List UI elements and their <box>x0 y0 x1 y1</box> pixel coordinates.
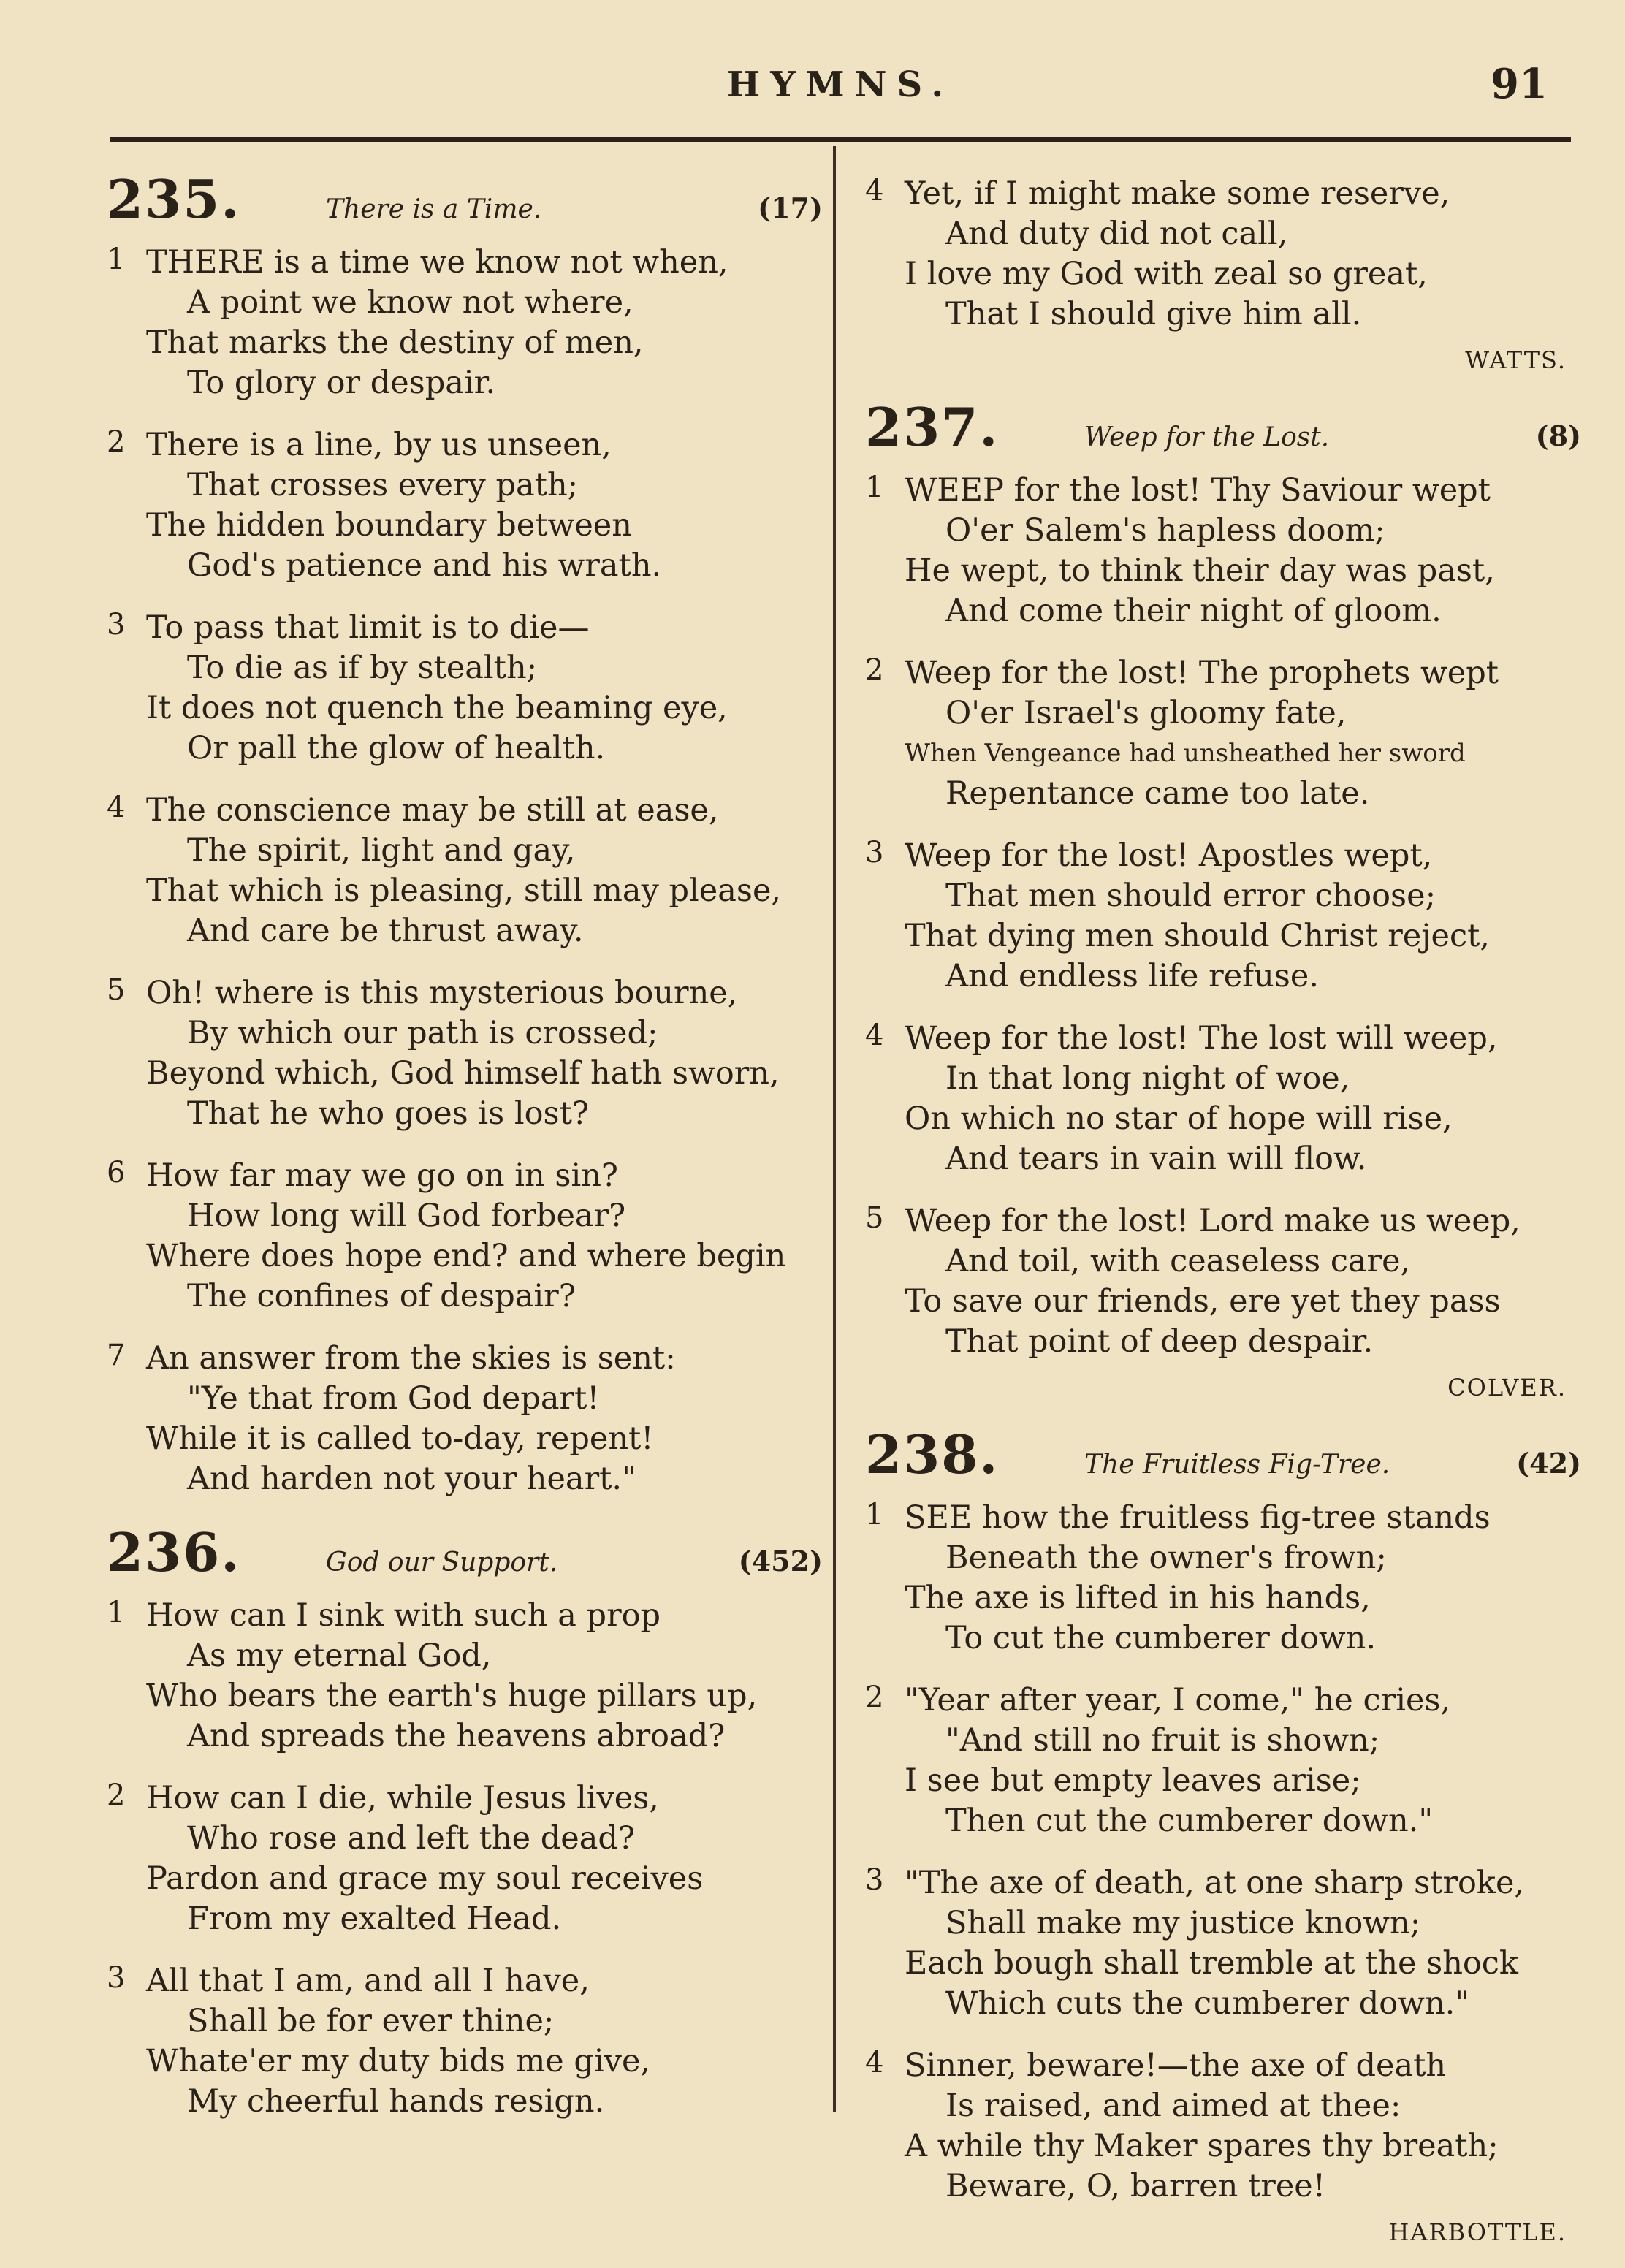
verse-line: Beneath the owner's frown; <box>945 1540 1387 1576</box>
verse-line: Beyond which, God himself hath sworn, <box>146 1055 780 1092</box>
verse-line: Sinner, beware!—the axe of death <box>905 2047 1447 2084</box>
verse <box>107 1156 823 1317</box>
hymn-title: God our Support. <box>326 1548 558 1578</box>
verse-number: 3 <box>865 836 884 869</box>
verse-line: A while thy Maker spares thy breath; <box>905 2128 1499 2164</box>
verse <box>865 1498 1581 1659</box>
verse-line: Weep for the lost! The prophets wept <box>905 655 1499 691</box>
verse-line: Weep for the lost! Lord make us weep, <box>905 1203 1521 1239</box>
verse-line: That he who goes is lost? <box>187 1095 589 1132</box>
verse <box>865 1019 1581 1179</box>
hymn <box>865 1423 1581 2246</box>
hymn-tune-number: (42) <box>1516 1447 1581 1480</box>
verse-line: From my exalted Head. <box>187 1900 562 1937</box>
verse-line: How can I die, while Jesus lives, <box>146 1780 659 1816</box>
verse-line: How far may we go on in sin? <box>146 1157 618 1194</box>
verse-line: Yet, if I might make some reserve, <box>905 175 1450 212</box>
hymn-number: 238. <box>865 1423 1000 1485</box>
verse-line: The hidden boundary between <box>146 507 632 544</box>
verse <box>865 174 1581 335</box>
verse-line: THERE is a time we know not when, <box>146 244 728 281</box>
verse-line: Each bough shall tremble at the shock <box>905 1945 1518 1982</box>
verse-number: 5 <box>865 1201 884 1235</box>
hymn-title: The Fruitless Fig-Tree. <box>1084 1450 1390 1480</box>
verse-line: Repentance came too late. <box>945 775 1370 812</box>
verse-line: That crosses every path; <box>187 467 579 503</box>
verse-line: Which cuts the cumberer down." <box>945 1985 1470 2022</box>
verse-line: WEEP for the lost! Thy Saviour wept <box>905 472 1491 509</box>
verse-number: 2 <box>107 1778 126 1812</box>
verse-line: By which our path is crossed; <box>187 1015 658 1051</box>
verse-line: An answer from the skies is sent: <box>146 1340 676 1377</box>
right-column <box>865 168 1581 2268</box>
hymn-header <box>865 396 1581 466</box>
verse <box>865 836 1581 997</box>
verse-line: O'er Israel's gloomy fate, <box>945 695 1347 731</box>
verse-line: Then cut the cumberer down." <box>945 1803 1434 1839</box>
verse <box>107 608 823 769</box>
verse-line: In that long night of woe, <box>945 1060 1350 1097</box>
verse <box>865 653 1581 814</box>
verse-line: Is raised, and aimed at thee: <box>945 2088 1401 2124</box>
verse <box>107 1596 823 1757</box>
verse <box>107 1339 823 1499</box>
verse-line: And care be thrust away. <box>187 913 584 949</box>
hymn-number: 237. <box>865 396 1000 458</box>
verse-number: 1 <box>865 1498 884 1531</box>
verse-line: To pass that limit is to die— <box>146 609 590 646</box>
verse-number: 7 <box>107 1339 126 1372</box>
hymn-number: 235. <box>107 168 241 230</box>
verse-line: It does not quench the beaming eye, <box>146 690 728 726</box>
verse-line: To die as if by stealth; <box>187 650 538 686</box>
verse-line: He wept, to think their day was past, <box>905 552 1495 589</box>
verse-line: That men should error choose; <box>945 878 1436 914</box>
hymn-author: COLVER. <box>1447 1374 1567 1401</box>
verse-line: And come their night of gloom. <box>945 593 1442 629</box>
hymn-tune-number: (17) <box>758 191 823 224</box>
verse-line: "Year after year, I come," he cries, <box>905 1682 1451 1719</box>
verse-number: 4 <box>865 174 884 208</box>
verse-line: Who rose and left the dead? <box>187 1820 635 1857</box>
verse-line: Where does hope end? and where begin <box>146 1238 786 1274</box>
verse-line: And endless life refuse. <box>945 958 1319 994</box>
verse <box>865 2046 1581 2207</box>
hymn-header <box>107 1521 823 1591</box>
verse-number: 2 <box>107 425 126 459</box>
verse <box>107 973 823 1134</box>
verse-number: 4 <box>865 1019 884 1052</box>
verse-line: O'er Salem's hapless doom; <box>945 512 1385 549</box>
hymn <box>865 174 1581 374</box>
verse-line: Weep for the lost! The lost will weep, <box>905 1020 1498 1057</box>
hymn-title: There is a Time. <box>326 194 542 224</box>
verse-line: God's patience and his wrath. <box>187 547 662 584</box>
verse-line: Pardon and grace my soul receives <box>146 1860 704 1897</box>
verse <box>865 1681 1581 1841</box>
verse <box>865 1201 1581 1362</box>
verse <box>107 425 823 586</box>
verse-line: My cheerful hands resign. <box>187 2083 605 2120</box>
verse-number: 1 <box>865 471 884 504</box>
verse-number: 2 <box>865 1681 884 1714</box>
verse-line: That I should give him all. <box>945 296 1362 332</box>
verse-number: 3 <box>107 608 126 642</box>
hymn-header <box>865 1423 1581 1493</box>
verse-number: 1 <box>107 1596 126 1629</box>
verse <box>865 471 1581 631</box>
verse-line: "Ye that from God depart! <box>187 1380 600 1417</box>
running-title: HYMNS. <box>726 64 954 105</box>
verse-number: 3 <box>107 1961 126 1995</box>
verse-line: The confines of despair? <box>187 1278 576 1314</box>
verse-line: Oh! where is this mysterious bourne, <box>146 975 738 1011</box>
verse-number: 3 <box>865 1863 884 1897</box>
verse-line: I love my God with zeal so great, <box>905 256 1428 292</box>
verse-line: That marks the destiny of men, <box>146 324 644 361</box>
verse-line: As my eternal God, <box>187 1637 492 1674</box>
verse <box>865 1863 1581 2024</box>
verse-line: Shall make my justice known; <box>945 1905 1421 1941</box>
verse <box>107 1961 823 2122</box>
verse-line: "The axe of death, at one sharp stroke, <box>905 1865 1525 1901</box>
verse-line: And duty did not call, <box>945 216 1288 252</box>
hymn-header <box>107 168 823 238</box>
hymn <box>107 168 823 1499</box>
hymn <box>107 1521 823 2122</box>
hymn-tune-number: (8) <box>1535 419 1581 452</box>
verse-number: 6 <box>107 1156 126 1190</box>
verse-line: Weep for the lost! Apostles wept, <box>905 837 1433 874</box>
verse-line: A point we know not where, <box>187 284 633 321</box>
verse-line: On which no star of hope will rise, <box>905 1100 1453 1137</box>
verse-line: When Vengeance had unsheathed her sword <box>905 739 1466 768</box>
verse-line: The conscience may be still at ease, <box>146 792 719 829</box>
hymn-author: WATTS. <box>1465 346 1567 374</box>
verse-line: The spirit, light and gay, <box>187 832 576 869</box>
verse-line: Who bears the earth's huge pillars up, <box>146 1678 758 1714</box>
verse-line: That dying men should Christ reject, <box>905 918 1491 954</box>
verse <box>107 243 823 403</box>
verse-line: To cut the cumberer down. <box>945 1620 1377 1656</box>
verse-line: SEE how the fruitless fig-tree stands <box>905 1499 1491 1536</box>
verse-line: I see but empty leaves arise; <box>905 1762 1361 1799</box>
page-number: 91 <box>1491 60 1548 108</box>
verse-line: The axe is lifted in his hands, <box>905 1580 1371 1616</box>
verse-line: And tears in vain will flow. <box>945 1141 1367 1177</box>
column-rule <box>833 146 836 2112</box>
verse <box>107 791 823 951</box>
verse-line: And harden not your heart." <box>187 1461 636 1497</box>
verse-line: And spreads the heavens abroad? <box>187 1718 726 1754</box>
verse <box>107 1778 823 1939</box>
header-rule <box>110 137 1571 142</box>
hymn-title: Weep for the Lost. <box>1084 422 1330 452</box>
verse-number: 4 <box>865 2046 884 2079</box>
verse-line: How can I sink with such a prop <box>146 1597 661 1634</box>
verse-line: Shall be for ever thine; <box>187 2003 555 2039</box>
hymn <box>865 396 1581 1401</box>
verse-line: All that I am, and all I have, <box>146 1963 590 1999</box>
verse-number: 2 <box>865 653 884 687</box>
verse-number: 5 <box>107 973 126 1007</box>
verse-line: To glory or despair. <box>187 365 496 401</box>
verse-line: To save our friends, ere yet they pass <box>905 1283 1501 1320</box>
hymn-author: HARBOTTLE. <box>1388 2218 1567 2246</box>
verse-line: That which is pleasing, still may please, <box>146 872 782 909</box>
verse-number: 1 <box>107 243 126 276</box>
verse-line: Whate'er my duty bids me give, <box>146 2043 651 2079</box>
left-column <box>107 168 823 2144</box>
verse-line: There is a line, by us unseen, <box>146 427 612 463</box>
verse-line: Or pall the glow of health. <box>187 730 606 766</box>
verse-line: "And still no fruit is shown; <box>945 1722 1380 1759</box>
verse-line: That point of deep despair. <box>945 1323 1374 1360</box>
hymn-number: 236. <box>107 1521 241 1583</box>
verse-number: 4 <box>107 791 126 824</box>
hymn-tune-number: (452) <box>738 1545 823 1578</box>
verse-line: Beware, O, barren tree! <box>945 2168 1325 2204</box>
verse-line: While it is called to-day, repent! <box>146 1420 654 1457</box>
verse-line: How long will God forbear? <box>187 1198 626 1234</box>
verse-line: And toil, with ceaseless care, <box>945 1243 1411 1279</box>
